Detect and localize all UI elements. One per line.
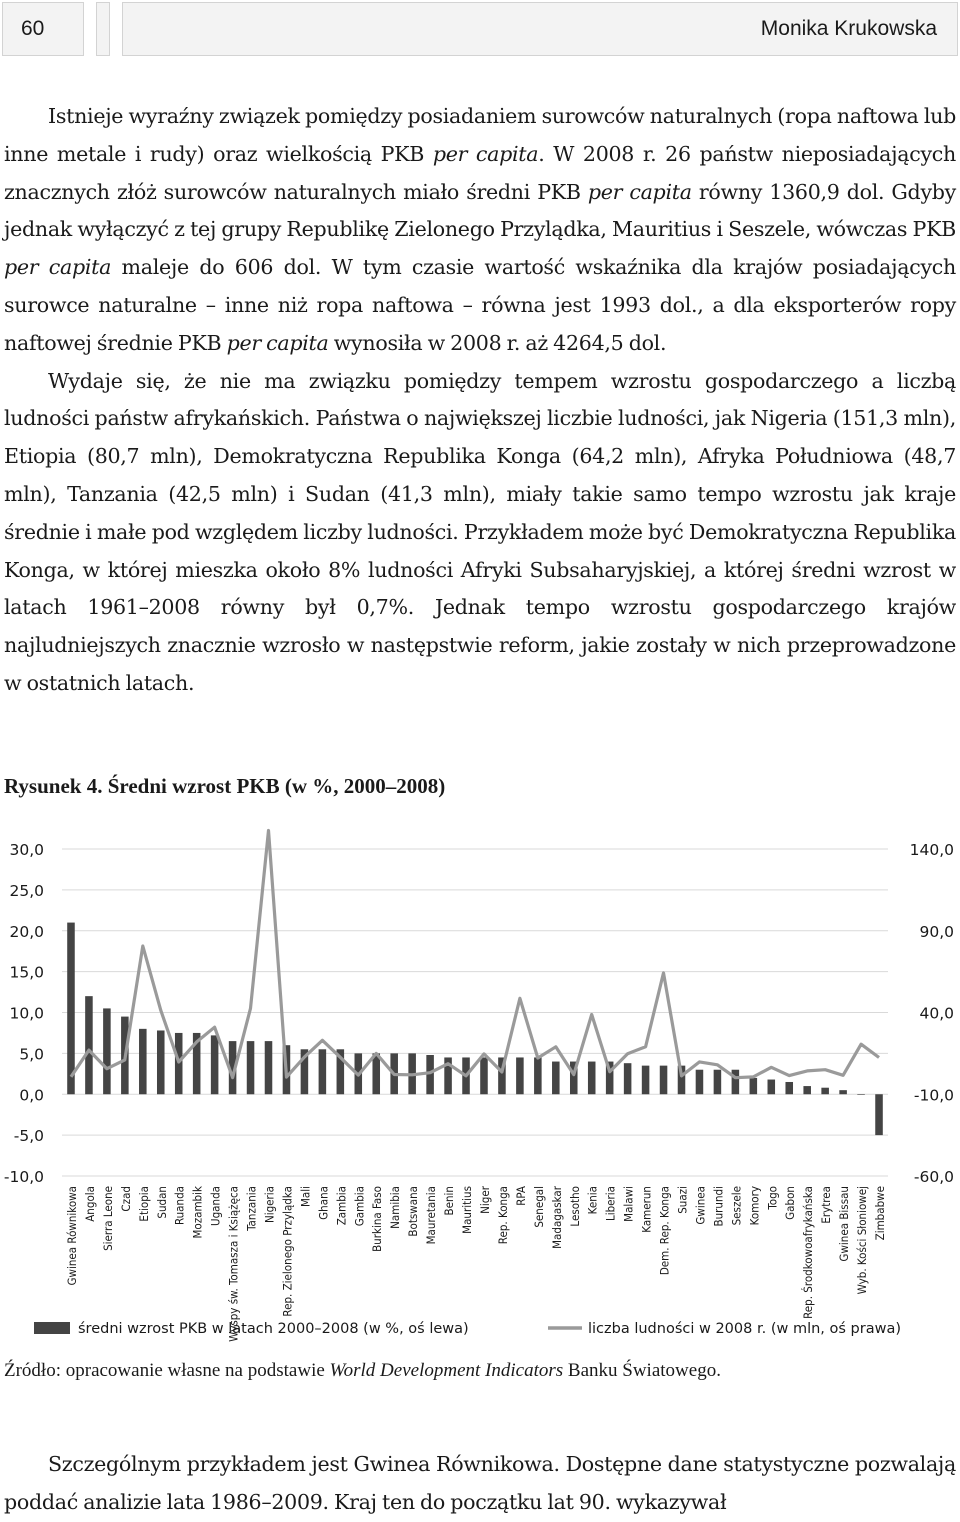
country-label: Togo	[765, 1186, 780, 1210]
country-label: Gwinea	[693, 1186, 708, 1225]
paragraph-text: . W 2008 r. 26 państw nieposiadających znacznych złóż surowców naturalnych miało średni PKB	[4, 141, 956, 204]
gdp-bar	[319, 1049, 327, 1094]
gdp-bar	[732, 1070, 740, 1095]
country-label: Ruanda	[172, 1186, 187, 1226]
page-number: 60	[21, 17, 45, 40]
right-axis-tick: 90,0	[919, 922, 954, 941]
gdp-bars	[67, 923, 883, 1136]
gdp-bar	[803, 1086, 811, 1094]
paragraph-equatorial-guinea: Szczególnym przykładem jest Gwinea Równikowa. Dostępne dane statystyczne pozwalają poddać analizie lata 1986–2009. Kraj ten do początku lat 90. wykazywał	[4, 1452, 956, 1514]
gdp-bar	[139, 1029, 147, 1094]
country-label: Sierra Leone	[100, 1186, 115, 1251]
paragraph-text: maleje do 606 dol. W tym czasie wartość wskaźnika dla krajów posiadających surowce naturalne – inne niż ropa naftowa – równa jest 1993 dol., a dla eksporterów ropy naftowej średnie PKB	[4, 255, 956, 355]
country-label: Senegal	[531, 1186, 546, 1228]
left-axis-tick: 0,0	[19, 1086, 44, 1105]
gdp-bar	[480, 1057, 488, 1094]
country-label: Uganda	[208, 1186, 223, 1226]
country-label: Mauritius	[460, 1186, 475, 1234]
gdp-bar	[588, 1062, 596, 1095]
italic-term: per capita	[4, 255, 112, 280]
right-axis-ticks	[910, 841, 954, 1186]
left-axis-ticks	[4, 841, 44, 1186]
gdp-bar	[157, 1030, 165, 1094]
country-label: Dem. Rep. Konga	[657, 1186, 672, 1276]
gdp-growth-chart	[0, 820, 960, 1350]
source-text: Źródło: opracowanie własne na podstawie	[4, 1360, 330, 1381]
country-label: Ghana	[316, 1186, 331, 1220]
right-axis-tick: 40,0	[919, 1004, 954, 1023]
country-labels	[65, 1185, 887, 1342]
left-axis-tick: 10,0	[9, 1004, 44, 1023]
paragraph-resources	[4, 98, 956, 363]
italic-term: per capita	[432, 141, 539, 166]
country-label: Malawi	[621, 1186, 636, 1222]
chart-legend	[34, 1321, 901, 1337]
gdp-bar	[768, 1080, 776, 1095]
country-label: Kamerun	[639, 1186, 654, 1233]
country-label: Mauretania	[424, 1186, 439, 1245]
gdp-bar	[426, 1055, 434, 1094]
right-axis-tick: 140,0	[909, 841, 954, 859]
page-header	[0, 0, 960, 58]
gdp-bar	[839, 1090, 847, 1094]
country-label: Komory	[747, 1186, 762, 1226]
gdp-bar	[516, 1057, 524, 1094]
figure-caption	[4, 774, 445, 799]
population-line	[71, 831, 879, 1078]
gdp-bar	[696, 1070, 704, 1095]
country-label: Gwinea Bissau	[837, 1186, 852, 1262]
left-axis-tick: 30,0	[9, 841, 44, 859]
population-series-line	[71, 831, 879, 1078]
country-label: Burkina Faso	[370, 1186, 385, 1252]
gdp-bar	[372, 1053, 380, 1094]
country-label: Lesotho	[567, 1186, 582, 1227]
country-label: Liberia	[603, 1186, 618, 1222]
country-label: RPA	[513, 1186, 528, 1206]
left-axis-tick: 15,0	[9, 963, 44, 982]
gdp-bar	[660, 1066, 668, 1095]
gdp-bar	[552, 1062, 560, 1095]
legend-bar-swatch	[34, 1322, 70, 1334]
gdp-bar	[624, 1063, 632, 1094]
paragraph-text: wynosiła w 2008 r. aż 4264,5 dol.	[328, 330, 667, 355]
gdp-bar	[534, 1057, 542, 1094]
gdp-bar	[857, 1094, 865, 1095]
source-text: Banku Światowego.	[563, 1360, 721, 1381]
gdp-bar	[642, 1066, 650, 1095]
gdp-bar	[247, 1041, 255, 1094]
country-label: Rep. Środkowoafrykańska	[801, 1186, 816, 1319]
figure-label: Rysunek 4.	[4, 774, 103, 798]
left-axis-tick: -10,0	[3, 1168, 44, 1186]
country-label: Mozambik	[190, 1186, 205, 1239]
country-label: Botswana	[406, 1186, 421, 1237]
gdp-bar	[67, 923, 75, 1095]
country-label: Etiopia	[136, 1186, 151, 1222]
country-label: Czad	[118, 1186, 133, 1212]
country-label: Gwinea Równikowa	[64, 1186, 79, 1286]
country-label: Angola	[82, 1186, 97, 1222]
right-axis-tick: -60,0	[913, 1168, 954, 1186]
paragraph-text: równy 1360,9 dol. Gdyby jednak wyłączyć z tej grupy Republikę Zielonego Przylądka, Mauritius i Seszele, wówczas PKB	[4, 179, 956, 242]
author-box	[122, 2, 958, 56]
country-label: Zimbabwe	[873, 1186, 888, 1241]
country-label: Sudan	[154, 1186, 169, 1219]
left-axis-tick: 25,0	[9, 881, 44, 900]
country-label: Seszele	[729, 1186, 744, 1226]
country-label: Gabon	[783, 1186, 798, 1220]
country-label: Namibia	[388, 1186, 403, 1229]
left-axis-tick: -5,0	[13, 1127, 44, 1146]
country-label: Wyb. Kości Słoniowej	[855, 1186, 870, 1295]
figure-source	[4, 1360, 721, 1382]
country-label: Mali	[298, 1186, 313, 1208]
gdp-bar	[265, 1041, 273, 1094]
main-text	[4, 98, 956, 703]
chart-gridlines	[62, 849, 888, 1176]
country-label: Tanzania	[244, 1186, 259, 1231]
country-label: Kenia	[585, 1186, 600, 1215]
header-spacer	[96, 2, 110, 56]
gdp-bar	[85, 996, 93, 1094]
country-label: Rep. Konga	[495, 1186, 510, 1245]
left-axis-tick: 5,0	[19, 1045, 44, 1064]
legend-line-label: liczba ludności w 2008 r. (w mln, oś prawa)	[588, 1321, 901, 1337]
country-label: Burundi	[711, 1186, 726, 1227]
country-label: Niger	[477, 1186, 492, 1214]
legend-bar-label: średni wzrost PKB w latach 2000–2008 (w %, oś lewa)	[78, 1321, 469, 1337]
country-label: Suazi	[675, 1186, 690, 1214]
italic-term: per capita	[226, 330, 329, 355]
paragraph-text: Istnieje wyraźny związek pomiędzy posiadaniem surowców naturalnych (ropa naftowa lub inne metale i rudy) oraz wielkością PKB	[4, 104, 956, 166]
gdp-bar	[211, 1035, 219, 1094]
right-axis-tick: -10,0	[913, 1086, 954, 1105]
country-label: Zambia	[334, 1186, 349, 1226]
gdp-bar	[821, 1088, 829, 1095]
gdp-bar	[714, 1070, 722, 1095]
country-label: Madagaskar	[549, 1186, 564, 1249]
country-label: Gambia	[352, 1186, 367, 1227]
paragraph-population: Wydaje się, że nie ma związku pomiędzy tempem wzrostu gospodarczego a liczbą ludności państw afrykańskich. Państwa o największej liczbie ludności, jak Nigeria (151,3 mln), Etiopia (80,7 mln), Demokratyczna Republika Konga (64,2 mln), Afryka Południowa (48,7 mln), Tanzania (42,5 mln) i Sudan (41,3 mln), miały takie samo tempo wzrostu jak kraje średnie i małe pod względem liczby ludności. Przykładem może być Demokratyczna Republika Konga, w której mieszka około 8% ludności Afryki Subsaharyjskiej, a której średni wzrost w latach 1961–2008 równy był 0,7%. Jednak tempo wzrostu gospodarczego krajów najludniejszych znacznie wzrosło w następstwie reform, jakie zostały w nich przeprowadzone w ostatnich latach.	[4, 368, 956, 695]
italic-term: per capita	[587, 179, 692, 204]
gdp-bar	[103, 1008, 111, 1094]
author-name: Monika Krukowska	[760, 17, 937, 40]
country-label: Rep. Zielonego Przylądka	[280, 1186, 295, 1317]
gdp-bar	[875, 1094, 883, 1135]
country-label: Nigeria	[262, 1186, 277, 1224]
country-label: Wyspy św. Tomasza i Książęca	[226, 1186, 241, 1342]
figure-title: Średni wzrost PKB (w %, 2000–2008)	[107, 774, 446, 798]
gdp-bar	[750, 1078, 758, 1094]
country-label: Erytrea	[819, 1186, 834, 1224]
country-label: Benin	[442, 1186, 457, 1216]
source-title: World Development Indicators	[329, 1360, 564, 1381]
page-number-box	[2, 2, 84, 56]
left-axis-tick: 20,0	[9, 922, 44, 941]
gdp-bar	[785, 1082, 793, 1094]
